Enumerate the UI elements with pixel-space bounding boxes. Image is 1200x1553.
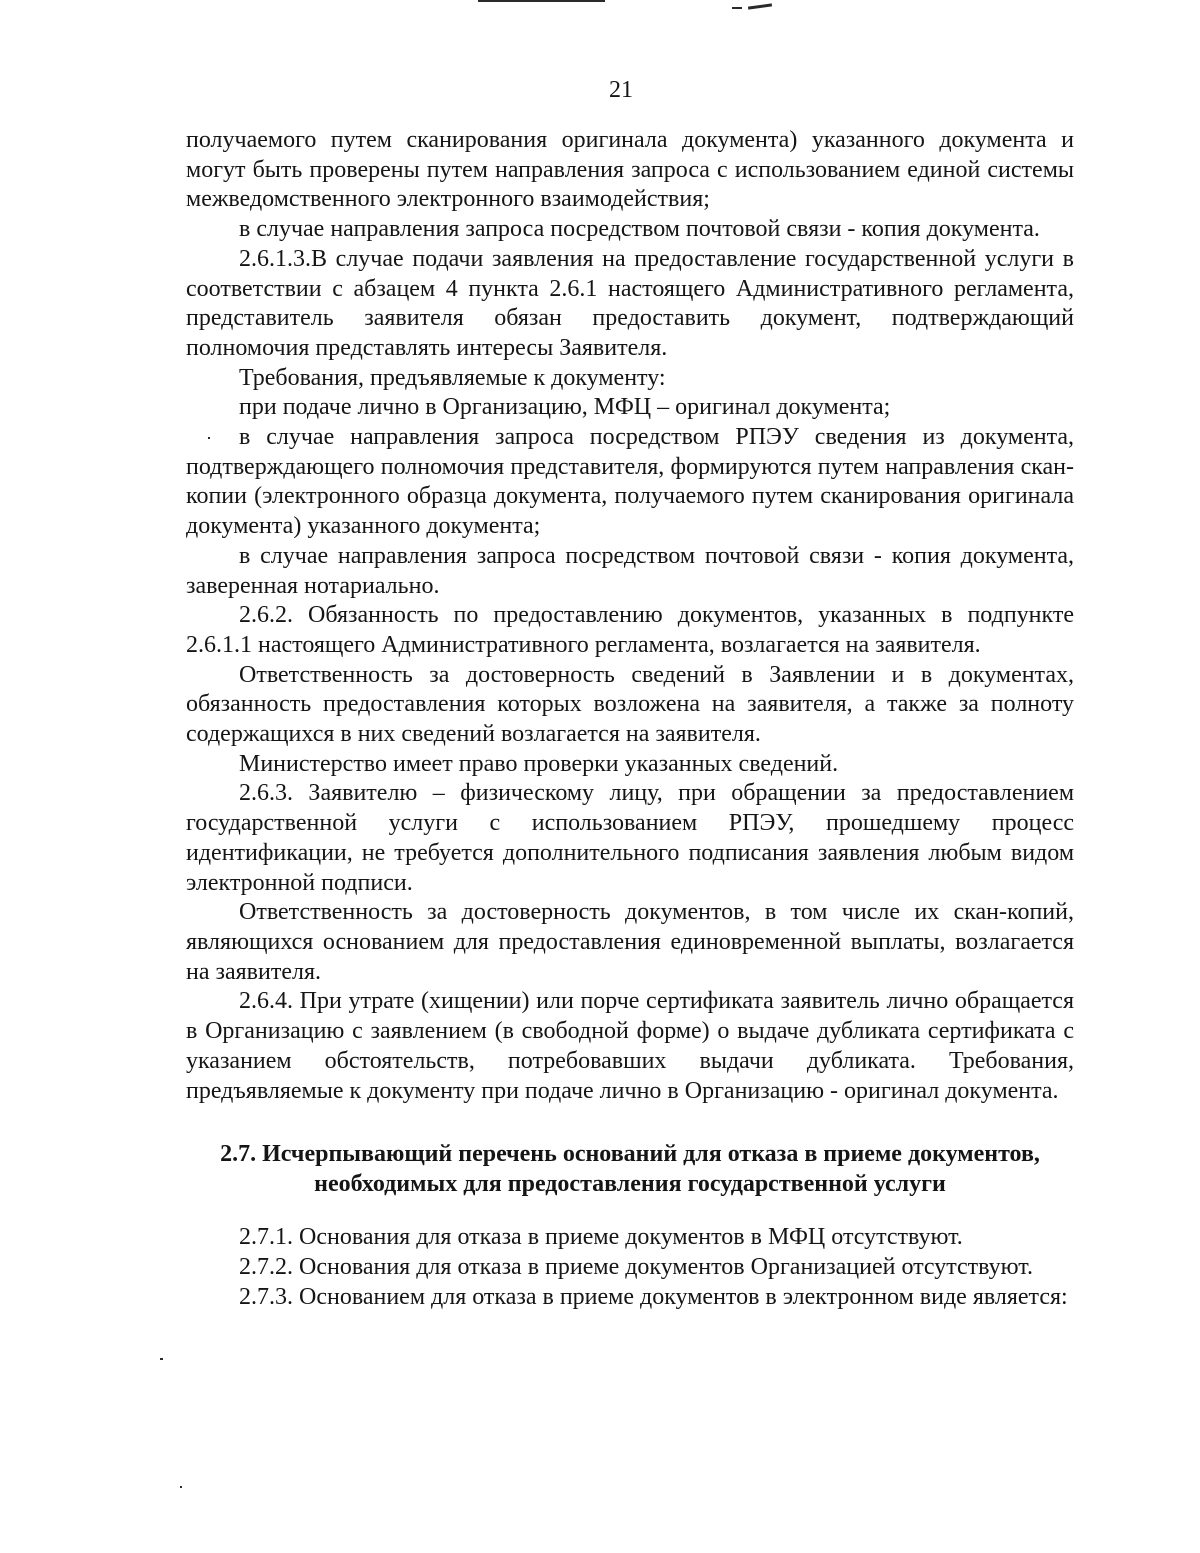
paragraph: в случае направления запроса посредством РПЭУ сведения из документа, подтверждающего полномочия представителя, формируются путем направления скан-копии (электронного образца документа, получаемого путем сканирования оригинала документа) указанного документа; <box>186 424 1074 540</box>
paragraph: получаемого путем сканирования оригинала документа) указанного документа и могут быть проверены путем направления запроса с использованием единой системы межведомственного электронного взаимодействия; <box>186 127 1074 213</box>
scan-artifact-mark <box>732 7 742 9</box>
scan-artifact-dot <box>160 1358 163 1360</box>
section-heading-line: 2.7. Исчерпывающий перечень оснований для отказа в приеме документов, <box>220 1141 1040 1168</box>
paragraph: при подаче лично в Организацию, МФЦ – оригинал документа; <box>239 394 891 421</box>
section-heading <box>186 1139 1074 1199</box>
paragraph: Министерство имеет право проверки указанных сведений. <box>239 750 839 777</box>
scan-artifact-mark <box>748 3 772 9</box>
paragraph: 2.7.1. Основания для отказа в приеме документов в МФЦ отсутствуют. <box>239 1224 963 1251</box>
document-body <box>186 126 1074 1312</box>
scan-artifact-line <box>478 0 605 2</box>
paragraphs-after-heading <box>186 1223 1074 1312</box>
paragraph: в случае направления запроса посредством почтовой связи - копия документа. <box>239 216 1040 243</box>
paragraph: 2.7.3. Основанием для отказа в приеме документов в электронном виде является: <box>239 1283 1068 1310</box>
paragraphs-before-heading <box>186 126 1074 1106</box>
paragraph: Ответственность за достоверность сведений в Заявлении и в документах, обязанность предоставления которых возложена на заявителя, а также за полноту содержащихся в них сведений возлагается на заявителя. <box>186 661 1074 748</box>
page-number: 21 <box>609 77 633 103</box>
scan-artifact-dot <box>180 1486 182 1488</box>
paragraph: 2.6.1.3.В случае подачи заявления на предоставление государственной услуги в соответствии с абзацем 4 пункта 2.6.1 настоящего Административного регламента, представитель заявителя обязан предоставить документ, подтверждающий полномочия представлять интересы Заявителя. <box>186 245 1074 361</box>
paragraph: 2.6.4. При утрате (хищении) или порче сертификата заявитель лично обращается в Организацию с заявлением (в свободной форме) о выдаче дубликата сертификата с указанием обстоятельств, потребовавших выдачи дубликата. Требования, предъявляемые к документу при подаче лично в Организацию - оригинал документа. <box>186 988 1074 1104</box>
paragraph: Ответственность за достоверность документов, в том числе их скан-копий, являющихся основанием для предоставления единовременной выплаты, возлагается на заявителя. <box>186 899 1074 985</box>
section-heading-line: необходимых для предоставления государственной услуги <box>314 1171 946 1198</box>
paragraph: 2.6.3. Заявителю – физическому лицу, при обращении за предоставлением государственной услуги с использованием РПЭУ, прошедшему процесс идентификации, не требуется дополнительного подписания заявления любым видом электронной подписи. <box>186 780 1074 896</box>
paragraph: в случае направления запроса посредством почтовой связи - копия документа, заверенная нотариально. <box>186 542 1074 599</box>
paragraph: 2.6.2. Обязанность по предоставлению документов, указанных в подпункте 2.6.1.1 настоящего Административного регламента, возлагается на заявителя. <box>186 602 1074 658</box>
paragraph: 2.7.2. Основания для отказа в приеме документов Организацией отсутствуют. <box>239 1253 1033 1280</box>
paragraph: Требования, предъявляемые к документу: <box>239 364 666 391</box>
